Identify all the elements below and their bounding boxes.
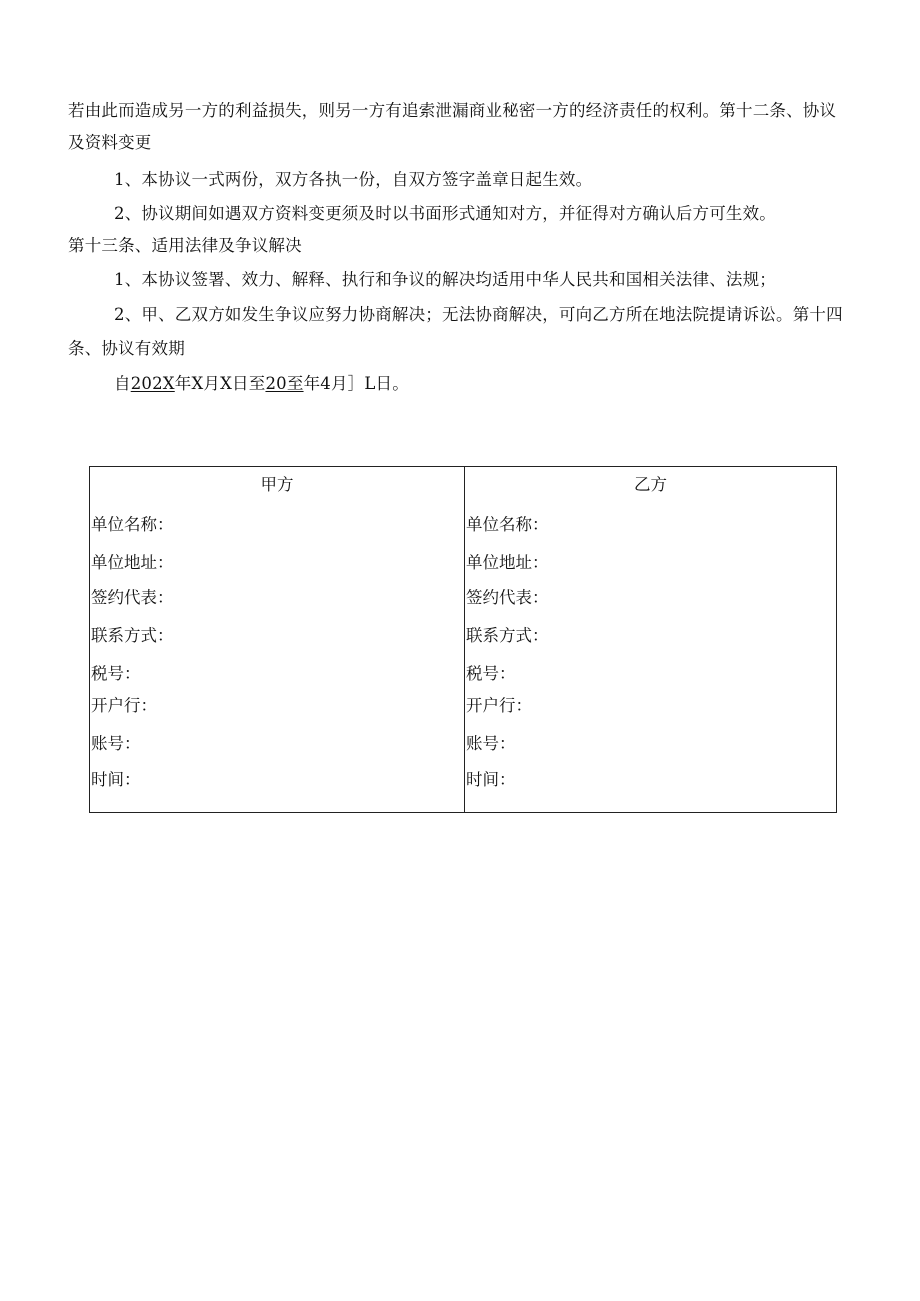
validity-end-year: 20至: [265, 374, 304, 393]
clause-13-item-1: 1、本协议签署、效力、解释、执行和争议的解决均适用中华人民共和国相关法律、法规；: [114, 270, 776, 289]
clause-12-item-1: 1、本协议一式两份，双方各执一份，自双方签字盖章日起生效。: [114, 170, 593, 189]
party-b-field-tax-id: 税号：: [466, 664, 516, 683]
party-a-field-representative: 签约代表：: [91, 588, 174, 607]
party-b-header: 乙方: [634, 475, 667, 494]
party-b-field-account: 账号：: [466, 734, 516, 753]
paragraph-line: 若由此而造成另一方的利益损失，则另一方有追索泄漏商业秘密一方的经济责任的权利。第十二条、协议: [68, 101, 837, 120]
validity-end-rest: 年4月］L日。: [303, 374, 409, 393]
party-a-field-bank: 开户行：: [91, 696, 157, 715]
party-b-field-bank: 开户行：: [466, 696, 532, 715]
validity-start-rest: 年X月X日至: [174, 374, 266, 393]
party-b-field-contact: 联系方式：: [466, 626, 549, 645]
validity-period: [114, 372, 914, 396]
party-b-column: [465, 467, 836, 812]
party-b-field-date: 时间：: [466, 770, 516, 789]
party-a-field-tax-id: 税号：: [91, 664, 141, 683]
party-b-field-representative: 签约代表：: [466, 588, 549, 607]
party-a-field-date: 时间：: [91, 770, 141, 789]
party-a-field-account: 账号：: [91, 734, 141, 753]
party-a-field-contact: 联系方式：: [91, 626, 174, 645]
validity-start-year: 202X: [130, 374, 175, 393]
party-a-field-name: 单位名称：: [91, 515, 174, 534]
paragraph-line: 及资料变更: [68, 133, 152, 152]
party-b-field-name: 单位名称：: [466, 515, 549, 534]
party-a-column: [90, 467, 465, 812]
clause-14-heading: 条、协议有效期: [68, 339, 185, 358]
clause-13-item-2: 2、甲、乙双方如发生争议应努力协商解决；无法协商解决，可向乙方所在地法院提请诉讼。第十四: [114, 305, 843, 324]
party-a-header: 甲方: [260, 475, 294, 494]
clause-13-heading: 第十三条、适用法律及争议解决: [68, 236, 302, 255]
clause-12-item-2: 2、协议期间如遇双方资料变更须及时以书面形式通知对方，并征得对方确认后方可生效。: [114, 204, 776, 223]
signature-table: [89, 466, 837, 813]
validity-prefix: 自: [114, 374, 131, 393]
party-a-field-address: 单位地址：: [91, 553, 174, 572]
party-b-field-address: 单位地址：: [466, 553, 549, 572]
